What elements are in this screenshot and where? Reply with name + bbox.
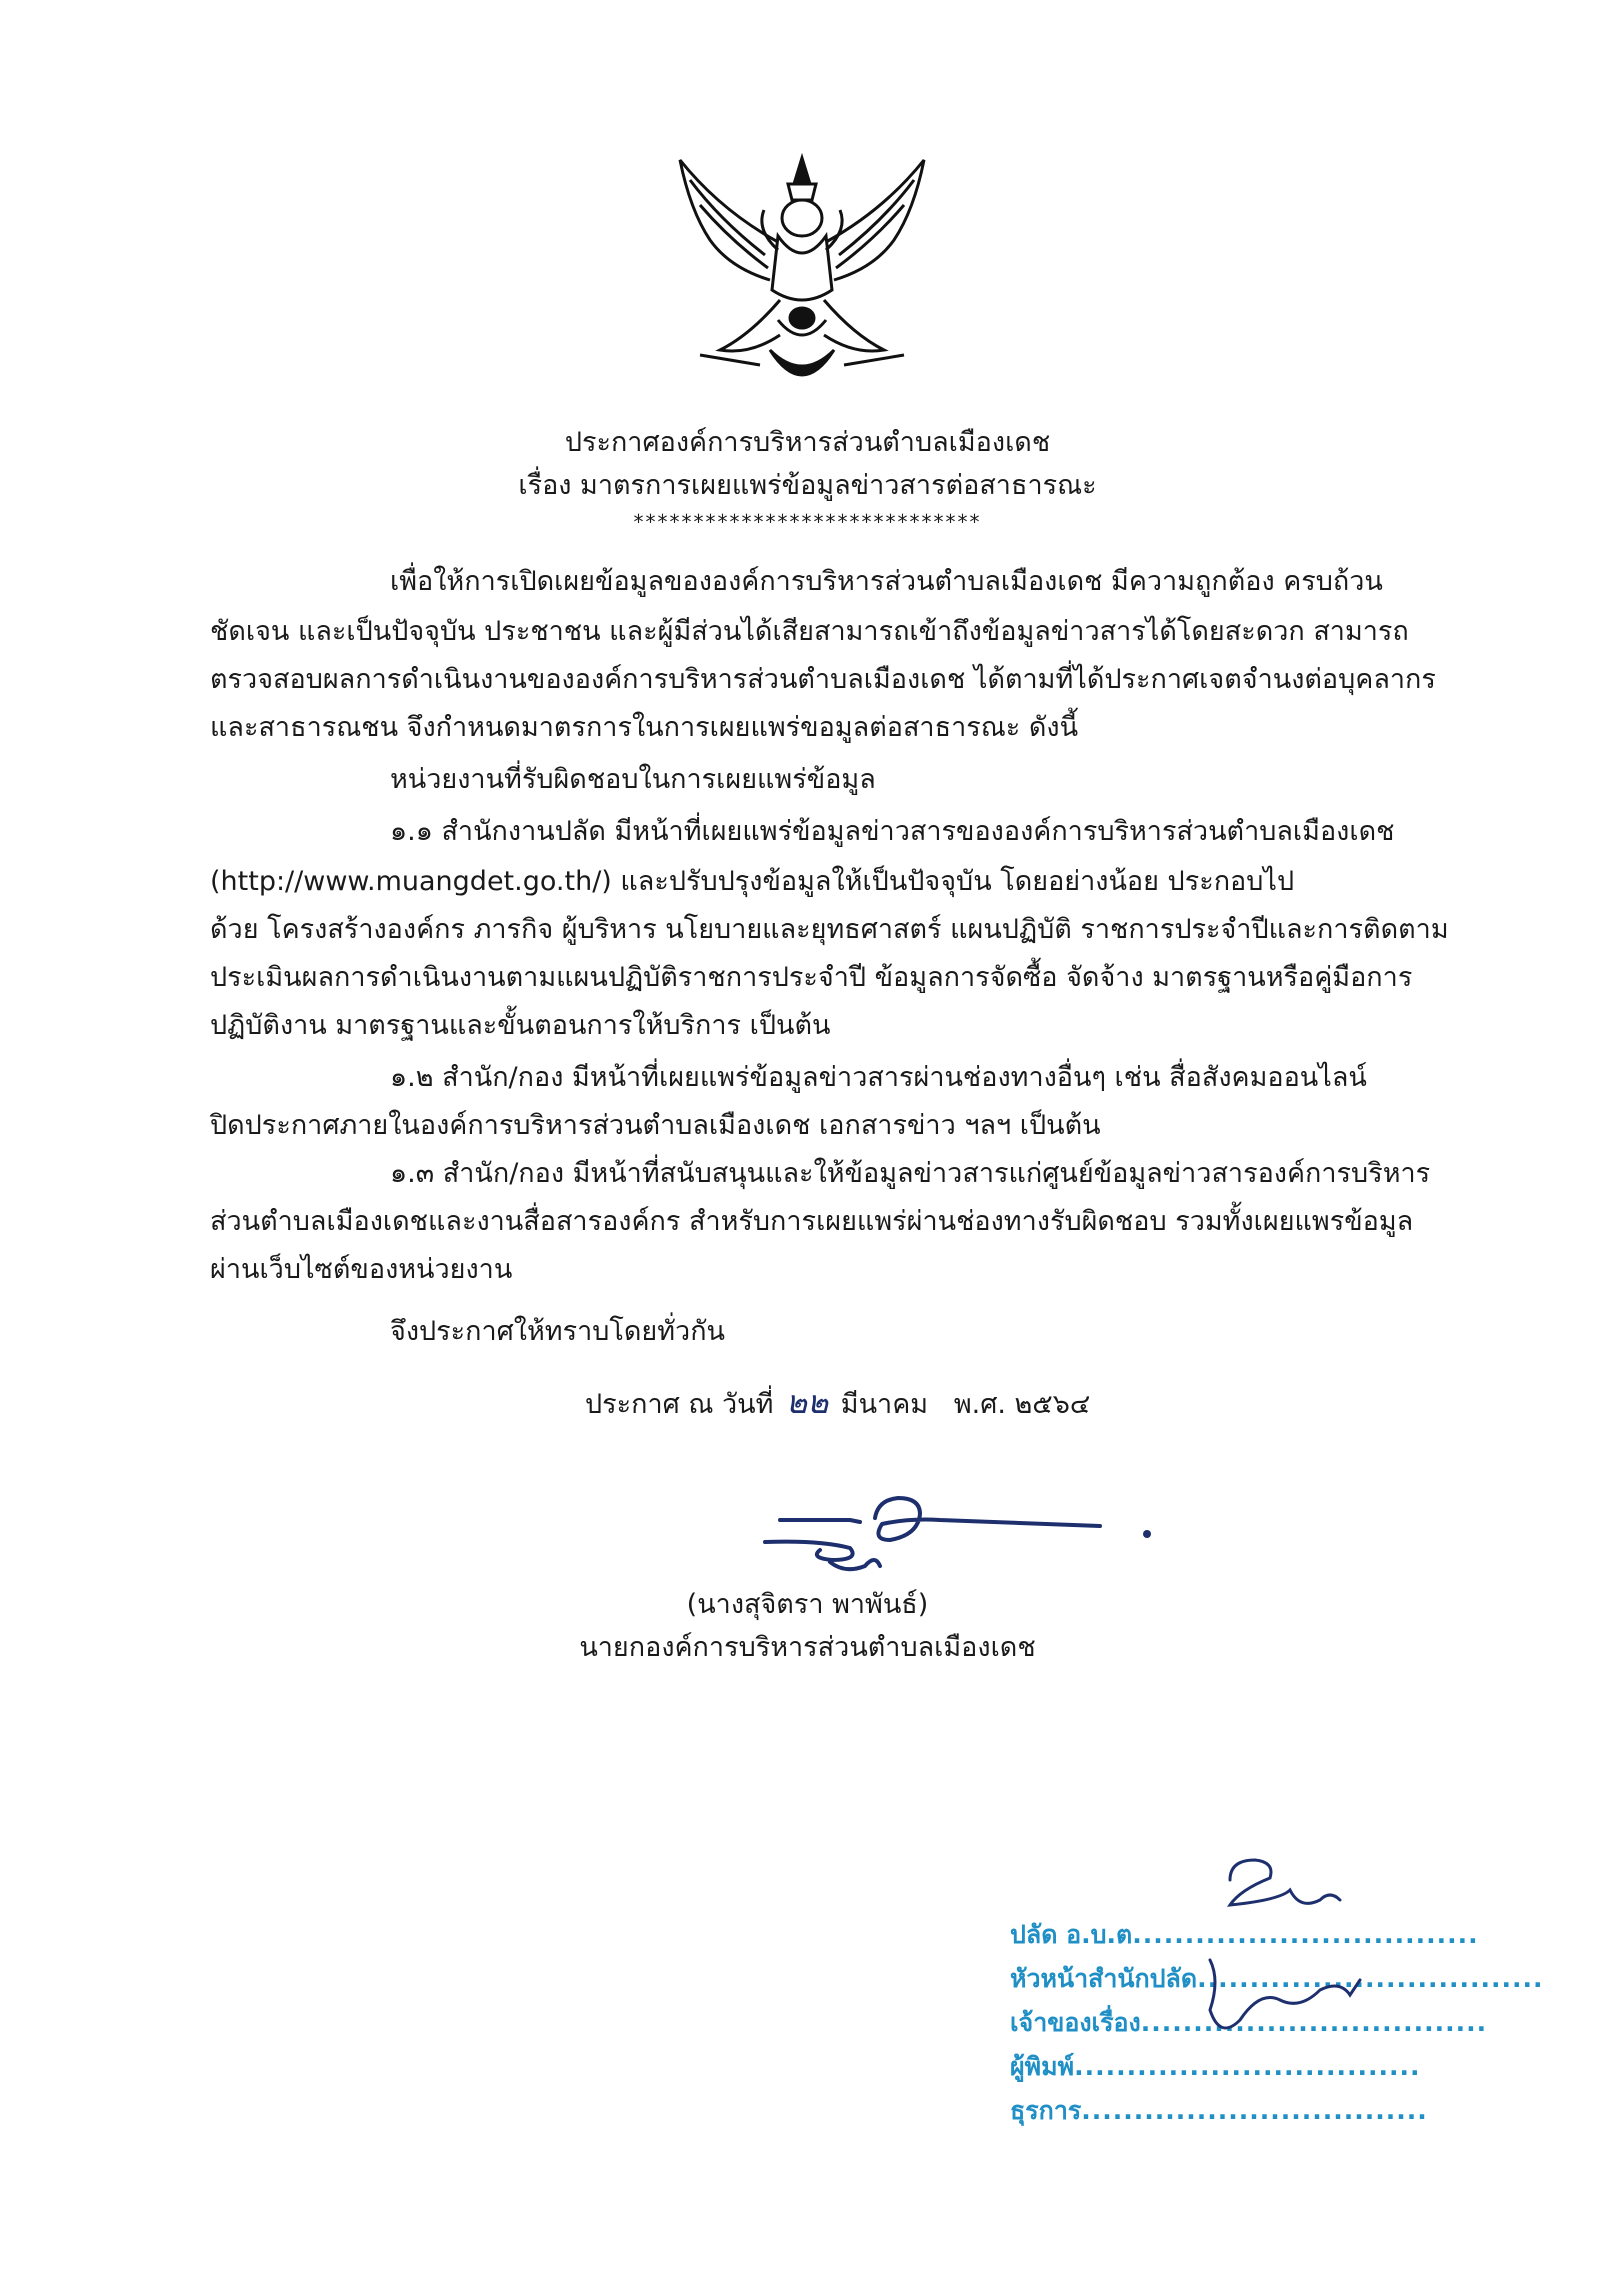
intro-line-1: เพื่อให้การเปิดเผยข้อมูลขององค์การบริหารส่วนตำบลเมืองเดช มีความถูกต้อง ครบถ้วน [390, 566, 1383, 597]
item-1-3-line-1: ๑.๓ สำนัก/กอง มีหน้าที่สนับสนุนและให้ข้อมูลข่าวสารแก่ศูนย์ข้อมูลข่าวสารองค์การบริหาร [390, 1158, 1431, 1189]
stamp-row-clerk: ธุรการ................................. [1010, 2096, 1428, 2125]
section-heading: หน่วยงานที่รับผิดชอบในการเผยแพร่ข้อมูล [390, 764, 876, 795]
item-1-1-line-2: (http://www.muangdet.go.th/) และปรับปรุงข้อมูลให้เป็นปัจจุบัน โดยอย่างน้อย ประกอบไป [210, 866, 1295, 897]
item-1-2-line-1: ๑.๒ สำนัก/กอง มีหน้าที่เผยแพร่ข้อมูลข่าวสารผ่านช่องทางอื่นๆ เช่น สื่อสังคมออนไลน์ [390, 1062, 1367, 1093]
intro-line-2: ชัดเจน และเป็นปัจจุบัน ประชาชน และผู้มีส่วนได้เสียสามารถเข้าถึงข้อมูลข่าวสารได้โดยสะดวก สามารถ [210, 616, 1409, 647]
stamp-dots: ................................. [1132, 1920, 1479, 1949]
stamp-dots: ................................. [1197, 1964, 1544, 1993]
intro-line-3: ตรวจสอบผลการดำเนินงานขององค์การบริหารส่วนตำบลเมืองเดช ได้ตามที่ได้ประกาศเจตจำนงต่อบุคลากร [210, 664, 1436, 695]
ink-dot [1143, 1530, 1151, 1538]
item-1-1-line-3: ด้วย โครงสร้างองค์กร ภารกิจ ผู้บริหาร นโยบายและยุทธศาสตร์ แผนปฏิบัติ ราชการประจำปีและการติดตาม [210, 914, 1449, 945]
announcement-separator: ***************************** [633, 510, 982, 534]
stamp-dots: ................................. [1140, 2008, 1488, 2037]
intro-line-4: และสาธารณชน จึงกำหนดมาตรการในการเผยแพร่ขอมูลต่อสาธารณะ ดังนี้ [210, 712, 1079, 743]
stamp-row-deputy: ปลัด อ.บ.ต................................. [1010, 1920, 1479, 1949]
item-1-1-line-1: ๑.๑ สำนักงานปลัด มีหน้าที่เผยแพร่ข้อมูลข่าวสารขององค์การบริหารส่วนตำบลเมืองเดช [390, 816, 1395, 847]
stamp-dots: ................................. [1074, 2052, 1421, 2081]
initials-mark-owner [1200, 1950, 1380, 2050]
stamp-row-typist: ผู้พิมพ์................................. [1010, 2052, 1421, 2081]
item-1-2-line-2: ปิดประกาศภายในองค์การบริหารส่วนตำบลเมืองเดช เอกสารข่าว ฯลฯ เป็นต้น [210, 1110, 1101, 1141]
closing-line: จึงประกาศให้ทราบโดยทั่วกัน [390, 1316, 725, 1347]
stamp-dots: ................................. [1081, 2096, 1428, 2125]
date-prefix: ประกาศ ณ วันที่ [585, 1389, 774, 1420]
stamp-row-office-head: หัวหน้าสำนักปลัด................................. [1010, 1964, 1544, 1993]
signer-name: (นางสุจิตรา พาพันธ์) [686, 1589, 929, 1620]
signer-position: นายกองค์การบริหารส่วนตำบลเมืองเดช [579, 1632, 1036, 1663]
item-1-1-line-4: ประเมินผลการดำเนินงานตามแผนปฏิบัติราชการประจำปี ข้อมูลการจัดซื้อ จัดจ้าง มาตรฐานหรือคู่มือการ [210, 962, 1413, 993]
date-line [585, 1380, 1090, 1427]
date-day: ๒๒ [786, 1383, 829, 1421]
stamp-row-owner: เจ้าของเรื่อง................................. [1010, 2008, 1488, 2037]
garuda-emblem-icon [660, 150, 945, 400]
announcement-subject: เรื่อง มาตรการเผยแพร่ข้อมูลข่าวสารต่อสาธารณะ [518, 470, 1097, 501]
date-year: พ.ศ. ๒๕๖๔ [953, 1389, 1091, 1420]
item-1-3-line-3: ผ่านเว็บไซต์ของหน่วยงาน [210, 1254, 513, 1285]
signature-mark [620, 1480, 1160, 1590]
item-1-3-line-2: ส่วนตำบลเมืองเดชและงานสื่อสารองค์กร สำหรับการเผยแพร่ผ่านช่องทางรับผิดชอบ รวมทั้งเผยแพรข้อมูล [210, 1206, 1414, 1237]
date-month: มีนาคม [840, 1389, 929, 1420]
initials-mark-deputy [1200, 1850, 1400, 1920]
item-1-1-line-5: ปฏิบัติงาน มาตรฐานและขั้นตอนการให้บริการ เป็นต้น [210, 1010, 831, 1041]
announcement-title: ประกาศองค์การบริหารส่วนตำบลเมืองเดช [564, 427, 1051, 458]
